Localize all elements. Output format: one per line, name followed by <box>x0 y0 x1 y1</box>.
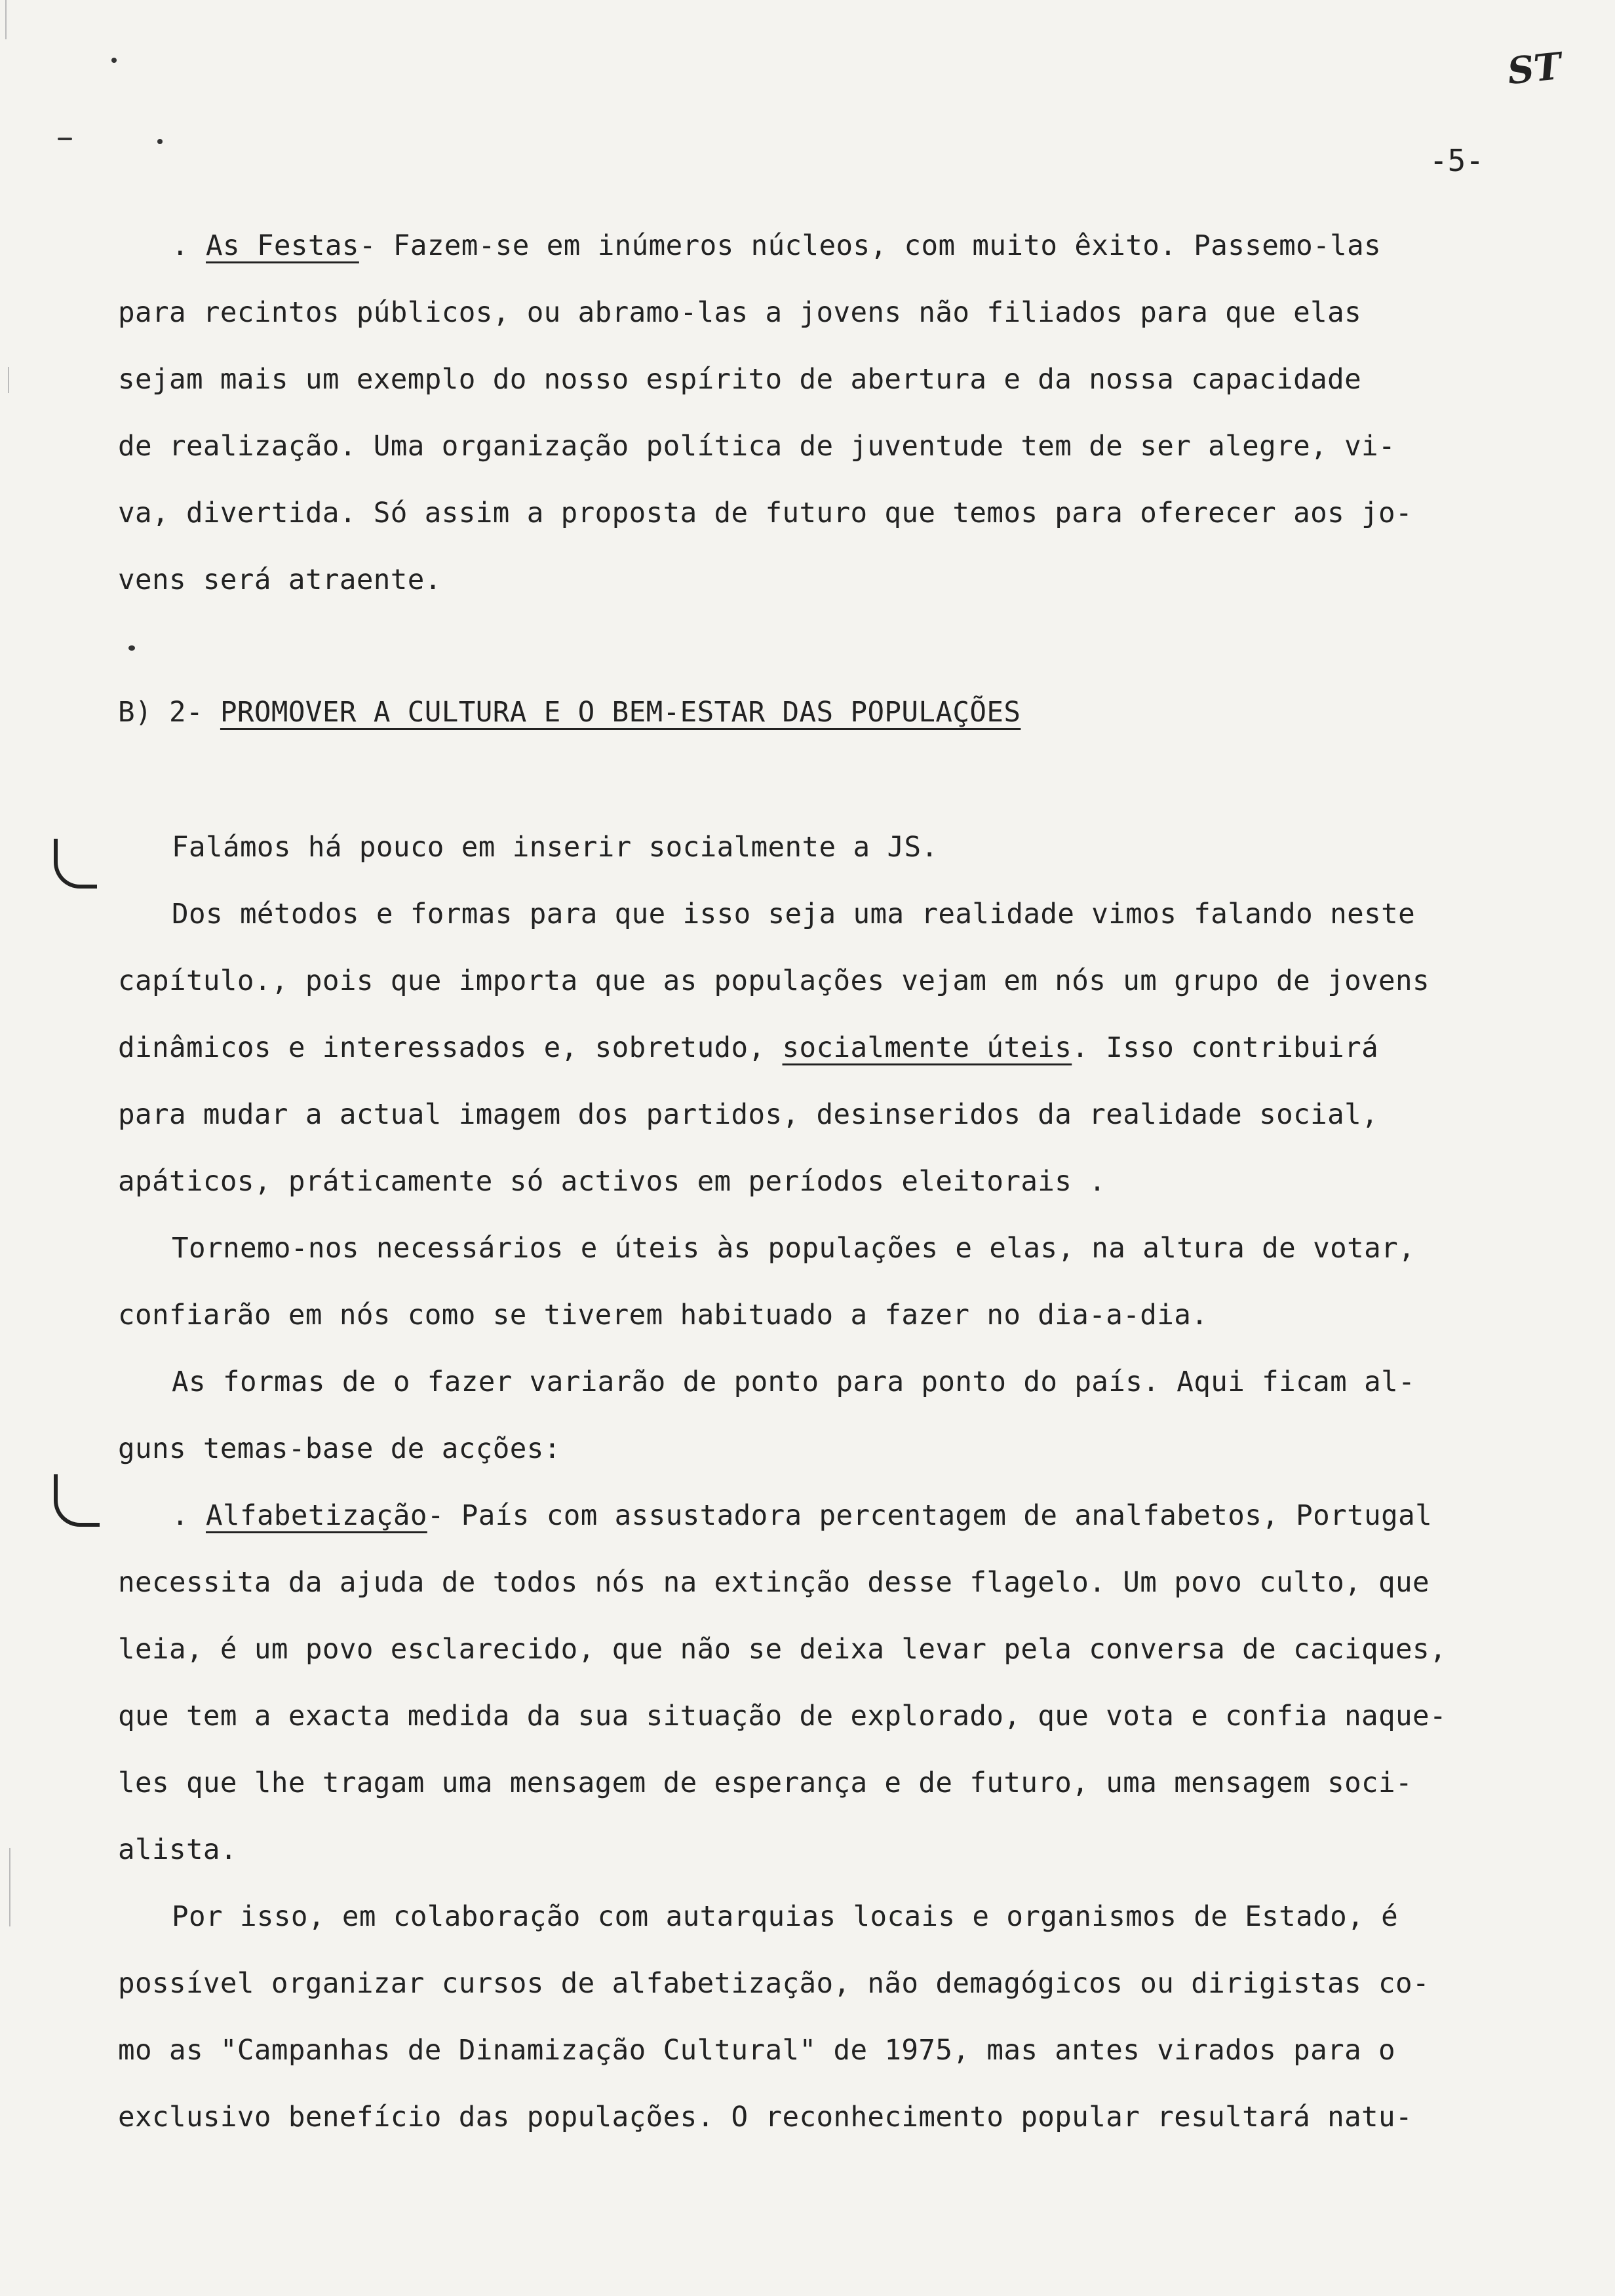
page-number: -5- <box>1429 143 1484 178</box>
text-line: necessita da ajuda de todos nós na extinção desse flagelo. Um povo culto, que <box>118 1567 1430 1599</box>
topic-heading-festas: As Festas <box>205 230 359 262</box>
text-line: Falámos há pouco em inserir socialmente a JS. <box>172 832 939 864</box>
text-line: sejam mais um exemplo do nosso espírito de abertura e da nossa capacidade <box>118 364 1362 396</box>
margin-bracket-mark <box>54 839 97 889</box>
text-line: para recintos públicos, ou abramo-las a jovens não filiados para que elas <box>118 297 1362 329</box>
text-line: confiarão em nós como se tiverem habituado a fazer no dia-a-dia. <box>118 1299 1209 1331</box>
text-line: dinâmicos e interessados e, sobretudo, socialmente úteis. Isso contribuirá <box>118 1032 1379 1064</box>
section-heading: B) 2- PROMOVER A CULTURA E O BEM-ESTAR DAS POPULAÇÕES <box>118 697 1021 729</box>
text-line: Por isso, em colaboração com autarquias locais e organismos de Estado, é <box>172 1901 1399 1933</box>
text-line: capítulo., pois que importa que as populações vejam em nós um grupo de jovens <box>118 965 1430 997</box>
text-line: guns temas-base de acções: <box>118 1433 561 1465</box>
text-line: As formas de o fazer variarão de ponto para ponto do país. Aqui ficam al- <box>172 1366 1416 1398</box>
scan-edge-mark <box>5 0 7 39</box>
scan-edge-mark <box>8 367 9 393</box>
text-line: apáticos, práticamente só activos em períodos eleitorais . <box>118 1166 1106 1198</box>
text-line: vens será atraente. <box>118 564 442 596</box>
emphasis-underline: socialmente úteis <box>782 1032 1072 1064</box>
text-line: possível organizar cursos de alfabetização, não demagógicos ou dirigistas co- <box>118 1968 1430 2000</box>
ink-speck <box>58 138 72 140</box>
text-line: que tem a exacta medida da sua situação de explorado, que vota e confia naque- <box>118 1700 1447 1732</box>
text-line: Tornemo-nos necessários e úteis às populações e elas, na altura de votar, <box>172 1233 1416 1265</box>
text-line: . As Festas- Fazem-se em inúmeros núcleos, com muito êxito. Passemo-las <box>172 230 1382 262</box>
text-line: va, divertida. Só assim a proposta de futuro que temos para oferecer aos jo- <box>118 497 1413 529</box>
text-line: para mudar a actual imagem dos partidos, desinseridos da realidade social, <box>118 1099 1379 1131</box>
text-line: les que lhe tragam uma mensagem de esperança e de futuro, uma mensagem soci- <box>118 1767 1413 1799</box>
corner-handwritten-mark: ST <box>1505 44 1564 94</box>
text-line: . Alfabetização- País com assustadora percentagem de analfabetos, Portugal <box>172 1500 1433 1532</box>
topic-heading-alfabetizacao: Alfabetização <box>205 1500 427 1532</box>
text-line: leia, é um povo esclarecido, que não se deixa levar pela conversa de caciques, <box>118 1634 1447 1666</box>
margin-bracket-mark <box>54 1474 100 1527</box>
ink-speck <box>157 139 163 144</box>
text-line: de realização. Uma organização política de juventude tem de ser alegre, vi- <box>118 430 1396 463</box>
text-line: Dos métodos e formas para que isso seja uma realidade vimos falando neste <box>172 898 1416 930</box>
ink-speck <box>111 58 117 63</box>
text-line: exclusivo benefício das populações. O reconhecimento popular resultará natu- <box>118 2101 1413 2133</box>
text-line: mo as "Campanhas de Dinamização Cultural" de 1975, mas antes virados para o <box>118 2035 1396 2067</box>
ink-speck <box>128 645 135 651</box>
text-line: alista. <box>118 1834 237 1866</box>
scan-edge-mark <box>9 1848 10 1926</box>
